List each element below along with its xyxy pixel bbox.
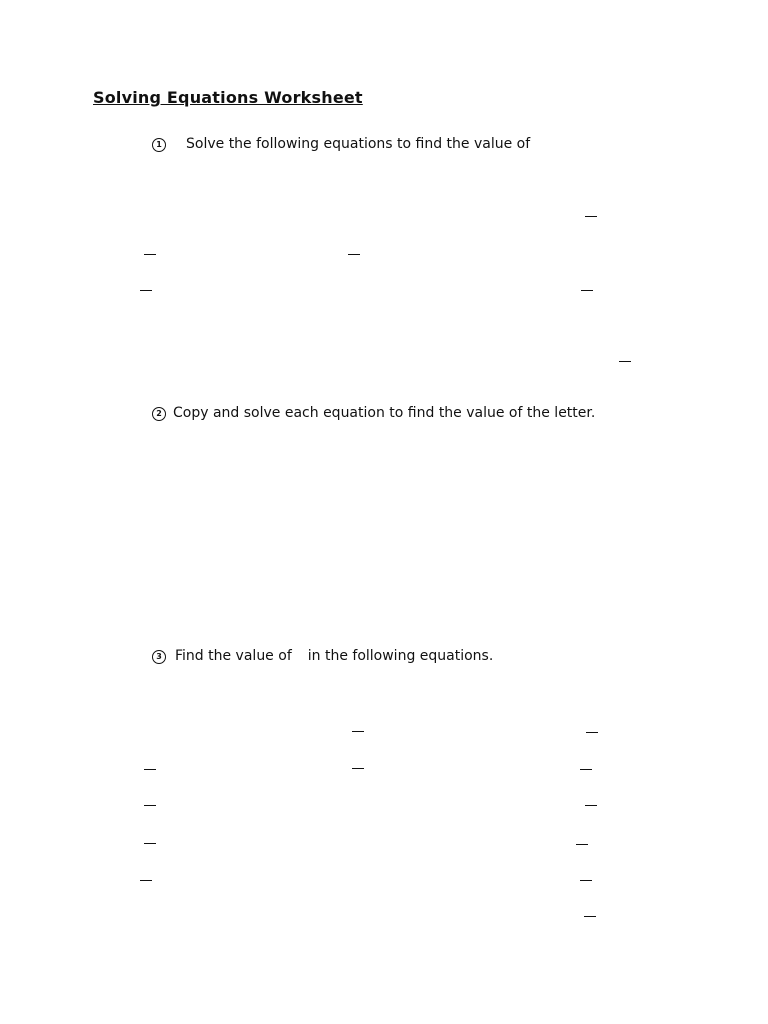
question-2 [152,405,595,421]
fraction-bar [586,732,598,733]
fraction-bar [140,880,152,881]
fraction-bar [144,254,156,255]
fraction-bar [352,768,364,769]
fraction-bar [352,731,364,732]
question-3-text-after: in the following equations. [307,648,494,664]
question-3 [152,648,493,664]
fraction-bar [584,916,596,917]
question-2-number-badge: 2 [152,407,166,421]
fraction-bar [144,843,156,844]
fraction-bar [144,769,156,770]
fraction-bar [580,880,592,881]
fraction-bar [581,290,593,291]
question-3-text-before: Find the value of [175,648,292,664]
fraction-bar [619,361,631,362]
fraction-bar [585,805,597,806]
question-2-text: Copy and solve each equation to find the value of the letter. [173,405,596,421]
worksheet-title: Solving Equations Worksheet [93,88,363,107]
question-1-text: Solve the following equations to find the value of [186,136,531,152]
fraction-bar [576,844,588,845]
fraction-bar [140,290,152,291]
fraction-bar [580,769,592,770]
fraction-bar [585,216,597,217]
fraction-bar [348,254,360,255]
question-1 [152,136,530,152]
question-3-number-badge: 3 [152,650,166,664]
fraction-bar [144,805,156,806]
question-1-number-badge: 1 [152,138,166,152]
